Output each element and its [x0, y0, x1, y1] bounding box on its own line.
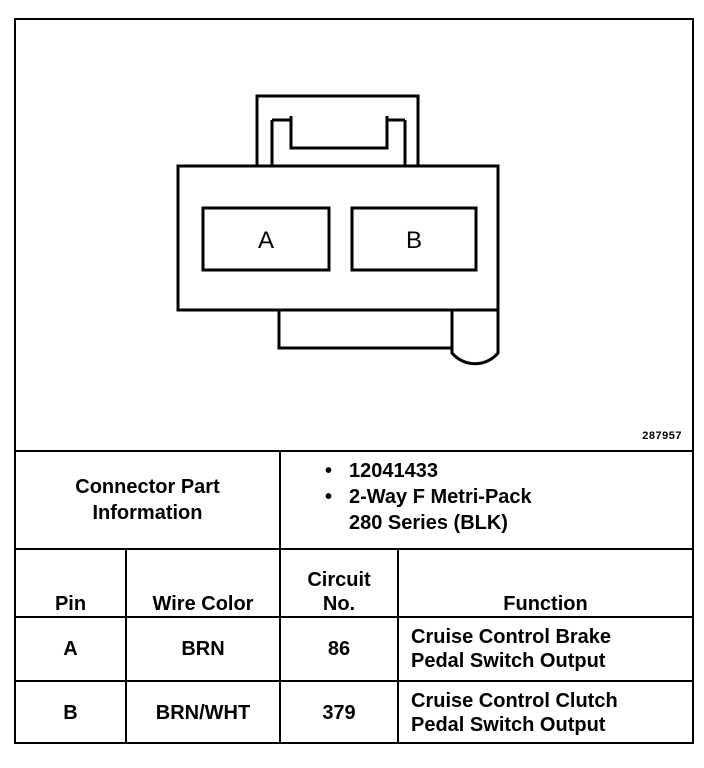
table-row [16, 681, 692, 744]
cell-function [398, 681, 692, 744]
header-function: Function [398, 549, 692, 617]
connector-latch-hook [452, 310, 498, 364]
cell-circuit: 86 [280, 617, 398, 681]
connector-lock-tab-outer [257, 96, 418, 166]
header-circuit-line1: Circuit [307, 569, 371, 591]
connector-drawing [16, 20, 692, 450]
connector-diagram [16, 20, 692, 452]
cell-wire-color: BRN/WHT [126, 681, 280, 744]
part-info-row [16, 452, 692, 549]
cell-function-line2: Pedal Switch Output [411, 650, 606, 672]
cell-pin: A [16, 617, 126, 681]
table-row [16, 617, 692, 681]
cell-circuit: 379 [280, 681, 398, 744]
part-info-label [16, 452, 280, 549]
connector-description [325, 484, 692, 536]
cell-pin: B [16, 681, 126, 744]
connector-table [16, 452, 692, 744]
connector-lock-tab-inner [291, 116, 387, 148]
connector-info-frame [14, 18, 694, 744]
header-circuit-line2: No. [322, 593, 356, 615]
header-wire-color: Wire Color [126, 549, 280, 617]
part-info-values [280, 452, 692, 549]
header-pin: Pin [16, 549, 126, 617]
connector-description-line1: 2-Way F Metri-Pack [349, 486, 532, 508]
table-header-row [16, 549, 692, 617]
cell-function-line2: Pedal Switch Output [411, 714, 606, 736]
cell-function-line1: Cruise Control Clutch [411, 690, 618, 712]
part-info-label-line2: Information [92, 502, 203, 524]
cavity-label-b: B [405, 227, 423, 254]
part-info-label-line1: Connector Part [75, 476, 220, 498]
header-circuit [280, 549, 398, 617]
figure-id: 287957 [642, 430, 682, 442]
connector-body [178, 166, 498, 310]
cell-wire-color: BRN [126, 617, 280, 681]
cell-function [398, 617, 692, 681]
connector-key [279, 310, 452, 348]
part-number: • 12041433 [325, 458, 692, 484]
connector-description-line2: 280 Series (BLK) [349, 512, 508, 534]
cell-function-line1: Cruise Control Brake [411, 626, 612, 648]
cavity-label-a: A [257, 227, 275, 254]
